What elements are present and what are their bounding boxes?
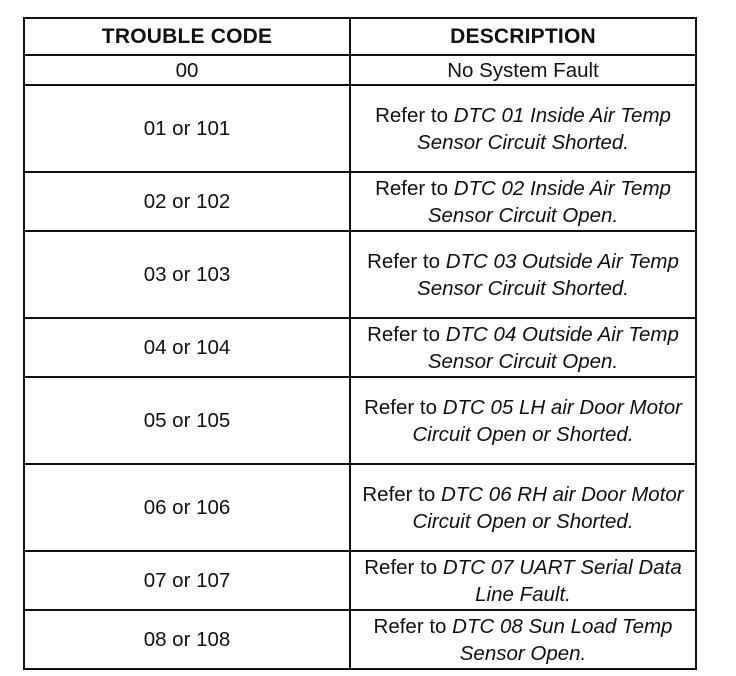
table-row xyxy=(24,231,696,318)
dtc-reference: DTC 06 RH air Door Motor Circuit Open or Shorted. xyxy=(412,482,684,533)
trouble-code-cell: 02 or 102 xyxy=(24,172,350,231)
table-row xyxy=(24,551,696,610)
trouble-code-table xyxy=(23,17,697,670)
header-description: DESCRIPTION xyxy=(350,18,696,55)
refer-to-text: Refer to xyxy=(364,555,443,579)
description-cell xyxy=(350,172,696,231)
description-cell xyxy=(350,318,696,377)
dtc-reference: DTC 01 Inside Air Temp Sensor Circuit Shorted. xyxy=(417,103,671,154)
trouble-code-cell: 07 or 107 xyxy=(24,551,350,610)
refer-to-text: Refer to xyxy=(367,322,446,346)
description-cell xyxy=(350,551,696,610)
refer-to-text: Refer to xyxy=(375,176,454,200)
trouble-code-cell: 00 xyxy=(24,55,350,85)
description-cell xyxy=(350,377,696,464)
dtc-reference: DTC 07 UART Serial Data Line Fault. xyxy=(442,555,682,606)
table-row xyxy=(24,377,696,464)
trouble-code-cell: 06 or 106 xyxy=(24,464,350,551)
description-cell xyxy=(350,85,696,172)
trouble-code-cell: 08 or 108 xyxy=(24,610,350,669)
dtc-reference: DTC 02 Inside Air Temp Sensor Circuit Open. xyxy=(427,176,671,227)
table-row xyxy=(24,610,696,669)
table-row xyxy=(24,172,696,231)
dtc-reference: DTC 03 Outside Air Temp Sensor Circuit Shorted. xyxy=(417,249,679,300)
description-cell xyxy=(350,55,696,85)
description-text: No System Fault xyxy=(447,58,599,82)
dtc-reference: DTC 05 LH air Door Motor Circuit Open or Shorted. xyxy=(412,395,682,446)
trouble-code-cell: 03 or 103 xyxy=(24,231,350,318)
description-cell xyxy=(350,464,696,551)
refer-to-text: Refer to xyxy=(367,249,446,273)
table-row xyxy=(24,55,696,85)
trouble-code-cell: 01 or 101 xyxy=(24,85,350,172)
table-row xyxy=(24,464,696,551)
trouble-code-cell: 05 or 105 xyxy=(24,377,350,464)
header-trouble-code: TROUBLE CODE xyxy=(24,18,350,55)
dtc-reference: DTC 04 Outside Air Temp Sensor Circuit Open. xyxy=(427,322,679,373)
refer-to-text: Refer to xyxy=(375,103,454,127)
refer-to-text: Refer to xyxy=(362,482,441,506)
refer-to-text: Refer to xyxy=(373,614,453,638)
trouble-code-cell: 04 or 104 xyxy=(24,318,350,377)
description-cell xyxy=(350,231,696,318)
table-header-row xyxy=(24,18,696,55)
refer-to-text: Refer to xyxy=(364,395,443,419)
dtc-reference: DTC 08 Sun Load Temp Sensor Open. xyxy=(452,614,673,665)
description-cell xyxy=(350,610,696,669)
table-row xyxy=(24,318,696,377)
table-row xyxy=(24,85,696,172)
